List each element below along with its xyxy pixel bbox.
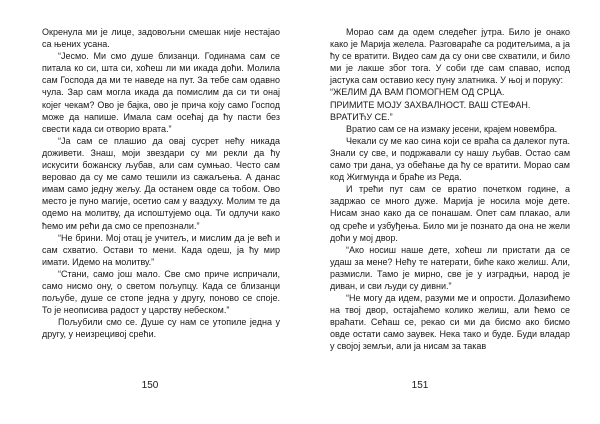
right-page-text: [330, 26, 570, 353]
paragraph: Морао сам да одем следећег јутра. Било је онако како је Марија желела. Разговараће са родитељима, а ја ћу се вратити. Видео сам да су они све схватили, и било ми је лакше због тога. У соби где сам спавао, испод јастука сам оставио кесу пуну златника. У њој и поруку:: [330, 27, 570, 86]
letter-line: ПРИМИТЕ МОЈУ ЗАХВАЛНОСТ. ВАШ СТЕФАН.: [330, 99, 531, 110]
left-page: [42, 26, 280, 340]
right-page: [330, 26, 570, 353]
paragraph: “Стани, само још мало. Све смо приче испричали, само нисмо ону, о светом пољупцу. Када се близанци пољубе, душе се стопе једна у другу, поново се споје. То је неописива радост у царству небеском.”: [42, 268, 280, 316]
paragraph: Окренула ми је лице, задовољни смешак није нестајао са њених усана.: [42, 27, 280, 50]
paragraph: “Ако носиш наше дете, хоћеш ли пристати да се удаш за мене? Нећу те натерати, биће како желиш. Али, размисли. Тамо је мирно, све је у изградњи, народ је диван, и сви људи су дивни.”: [330, 244, 570, 291]
letter-block: [330, 86, 570, 122]
paragraph: “Ја сам се плашио да овај сусрет нећу никада доживети. Знаш, моји звездари су ми рекли да ћу искусити божанску љубав, али сам сумњао. Често сам веровао да су ме само тешили из сажаљења. А данас имам само једну жељу. Да останем овде са тобом. Ово место је пуно магије, осетио сам у ваздуху. Молим те да одемо на молитву, да испоштујемо оца. Ти одлучи како ћемо им рећи да смо се препознали.”: [42, 135, 280, 231]
page-number-right: 151: [411, 380, 429, 391]
paragraph: И трећи пут сам се вратио почетком године, а задржао се много дуже. Марија је носила моје дете. Нисам знао како да се понашам. Опет сам плакао, али од среће и узбуђења. Било ми је познато да она не жели доћи у мој двор.: [330, 184, 570, 243]
letter-line: ВРАТИЋУ СЕ.”: [330, 111, 393, 122]
left-page-text: [42, 26, 280, 340]
paragraph: Чекали су ме као сина који се враћа са далеког пута. Знали су све, и подржавали су нашу љубав. Остао сам само три дана, уз обећање да ћу се вратити. Морао сам код Жигмунда и браће из Реда.: [330, 135, 570, 183]
paragraph: “Јесмо. Ми смо душе близанци. Годинама сам се питала ко си, шта си, хоћеш ли ми икада доћи. Молила сам Господа да ми те наведе на пут. За тебе сам одавно чула. Зар сам могла икада да помислим да си ти онај којег чекам? Ово је бајка, ово је прича коју само Господ може да напише. Имала сам осећај да ћу пасти без свести када си отворио врата.”: [42, 51, 280, 134]
paragraph: “Не могу да идем, разуми ме и опрости. Долазићемо на твој двор, остајаћемо колико желиш, али ћемо се враћати. Сећаш се, рекао си ми да бисмо ако бисмо овде остати само заувек. Нека тако и буде. Буди владар у својој земљи, али ја нисам за такав: [330, 293, 570, 352]
paragraph: Вратио сам се на измаку јесени, крајем новембра.: [346, 123, 558, 134]
paragraph: “Не брини. Мој отац је учитељ, и мислим да је већ и сам схватио. Остави то мени. Када одеш, ја ћу мир имати. Идемо на молитву.”: [42, 232, 280, 267]
paragraph: Пољубили смо се. Душе су нам се утопиле једна у другу, у неизрецивој срећи.: [42, 317, 280, 340]
letter-line: “ЖЕЛИМ ДА ВАМ ПОМОГНЕМ ОД СРЦА.: [330, 87, 505, 98]
page-number-left: 150: [141, 380, 159, 391]
